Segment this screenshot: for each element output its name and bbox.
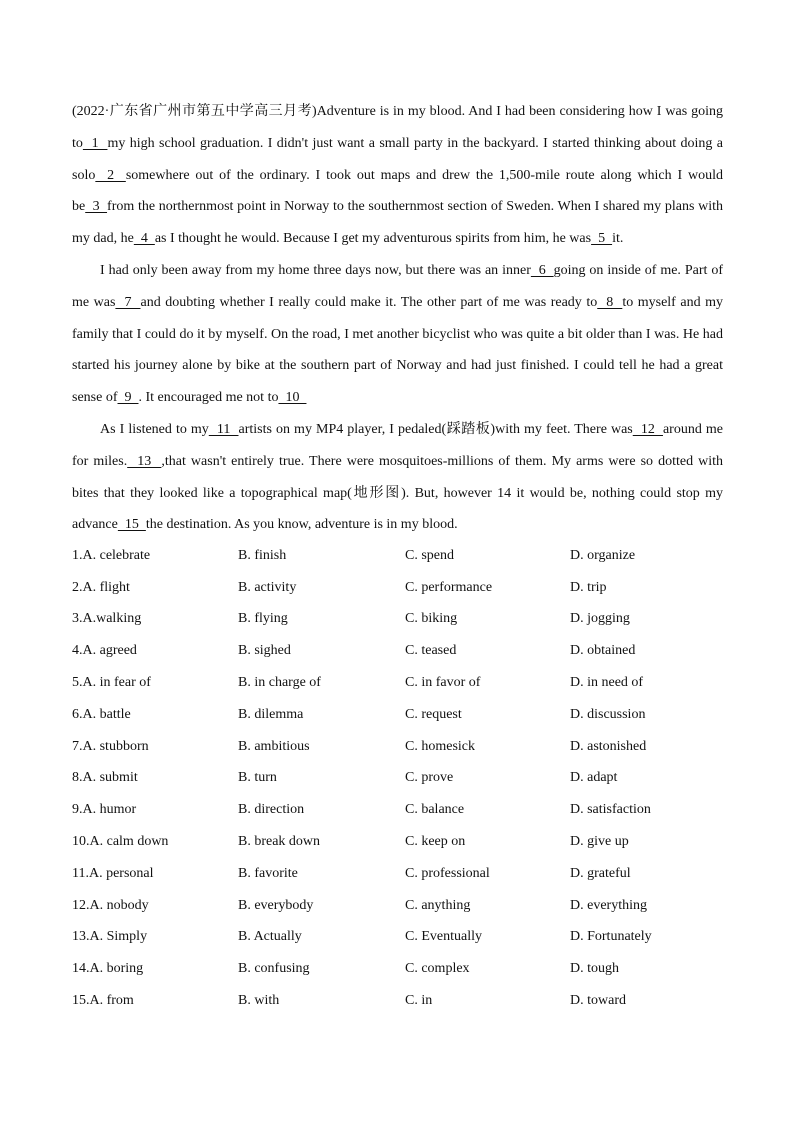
blank-number: 6	[530, 262, 554, 278]
option-b	[238, 993, 405, 1009]
blank-number: 4	[133, 231, 155, 247]
question-number: 6.	[72, 706, 83, 722]
question-row-7	[72, 731, 752, 763]
question-row-15	[72, 985, 752, 1017]
question-number: 2.	[72, 579, 83, 595]
answer-options	[72, 540, 752, 1017]
passage-text: somewhere out of the ordinary. I took out maps and drew the 1,500-mile route along which I would be	[72, 167, 724, 215]
option-text: B. break down	[238, 834, 321, 850]
option-a	[72, 802, 238, 818]
question-row-3	[72, 604, 752, 636]
option-text: B. confusing	[238, 961, 310, 977]
passage-text: as I thought he would. Because I get my adventurous spirits from him, he was	[154, 231, 592, 247]
paragraph-3	[72, 414, 723, 541]
blank-number: 12	[632, 421, 663, 437]
blank-number: 9	[117, 390, 139, 406]
option-a	[72, 611, 238, 627]
option-c	[405, 866, 570, 882]
option-d	[570, 961, 730, 977]
passage-text: and doubting whether I really could make it. The other part of me was ready to	[140, 294, 598, 310]
passage-text: As I listened to my	[100, 421, 209, 437]
option-text: B. Actually	[238, 929, 302, 945]
option-c	[405, 929, 570, 945]
option-d	[570, 866, 730, 882]
option-text: C. keep on	[405, 834, 466, 850]
question-row-9	[72, 794, 752, 826]
blank-number: 10	[278, 390, 307, 406]
option-a	[72, 707, 238, 723]
option-text: C. spend	[405, 547, 454, 563]
option-text: B. activity	[238, 579, 297, 595]
option-text: A. submit	[82, 770, 138, 786]
option-text: B. turn	[238, 770, 277, 786]
option-c	[405, 739, 570, 755]
option-b	[238, 866, 405, 882]
option-a	[72, 929, 238, 945]
option-d	[570, 643, 730, 659]
option-a	[72, 898, 238, 914]
passage-text: the destination. As you know, adventure is in my blood.	[145, 517, 458, 533]
option-b	[238, 898, 405, 914]
option-text: B. favorite	[238, 865, 298, 881]
option-c	[405, 993, 570, 1009]
option-text: A. Simply	[89, 929, 148, 945]
cloze-passage	[72, 96, 723, 541]
option-c	[405, 707, 570, 723]
option-d	[570, 802, 730, 818]
option-text: C. homesick	[405, 738, 475, 754]
option-d	[570, 707, 730, 723]
question-row-6	[72, 699, 752, 731]
passage-text: from the northernmost point in Norway to the southernmost section of Sweden. When I shared my plans with my dad, he	[72, 199, 723, 247]
option-b	[238, 739, 405, 755]
blank-number: 7	[115, 294, 141, 310]
option-text: B. with	[238, 993, 280, 1009]
option-d	[570, 611, 730, 627]
question-row-1	[72, 540, 752, 572]
option-text: C. performance	[405, 579, 493, 595]
option-d	[570, 739, 730, 755]
passage-text: around me for miles.	[72, 421, 724, 469]
option-c	[405, 770, 570, 786]
question-number: 1.	[72, 547, 83, 563]
option-text: C. request	[405, 706, 462, 722]
option-text: D. in need of	[570, 675, 644, 691]
option-text: A. nobody	[89, 897, 149, 913]
option-text: C. in	[405, 993, 433, 1009]
option-text: B. dilemma	[238, 706, 304, 722]
question-row-5	[72, 667, 752, 699]
passage-text: I had only been away from my home three days now, but there was an inner	[100, 262, 531, 278]
question-row-4	[72, 635, 752, 667]
option-a	[72, 675, 238, 691]
passage-text: to myself and my family that I could do it by myself. On the road, I met another bicyclist who was quite a bit older than I was. He had started his journey alone by bike at the southern part of Norway and had just finished. I could tell he had a great sense of	[72, 294, 723, 406]
option-text: D. astonished	[570, 738, 647, 754]
option-text: B. everybody	[238, 897, 314, 913]
option-text: C. complex	[405, 961, 470, 977]
option-text: A. agreed	[82, 643, 137, 659]
question-number: 8.	[72, 770, 83, 786]
question-row-14	[72, 953, 752, 985]
question-row-2	[72, 572, 752, 604]
option-text: A.walking	[82, 611, 142, 627]
option-text: A. flight	[82, 579, 130, 595]
option-c	[405, 611, 570, 627]
option-text: C. prove	[405, 770, 454, 786]
option-c	[405, 961, 570, 977]
option-text: D. grateful	[570, 865, 631, 881]
question-row-8	[72, 763, 752, 795]
option-d	[570, 993, 730, 1009]
question-number: 4.	[72, 643, 83, 659]
option-a	[72, 770, 238, 786]
question-number: 10.	[72, 834, 90, 850]
option-text: B. direction	[238, 802, 305, 818]
option-c	[405, 643, 570, 659]
option-a	[72, 993, 238, 1009]
option-text: D. obtained	[570, 643, 636, 659]
question-number: 13.	[72, 929, 90, 945]
question-number: 3.	[72, 611, 83, 627]
option-b	[238, 675, 405, 691]
paragraph-2	[72, 255, 723, 414]
blank-number: 11	[208, 421, 239, 437]
question-number: 15.	[72, 993, 90, 1009]
option-text: D. adapt	[570, 770, 618, 786]
option-b	[238, 580, 405, 596]
option-b	[238, 611, 405, 627]
option-text: B. sighed	[238, 643, 291, 659]
option-text: B. finish	[238, 547, 287, 563]
question-number: 5.	[72, 675, 83, 691]
option-text: D. give up	[570, 834, 629, 850]
option-text: D. tough	[570, 961, 619, 977]
option-a	[72, 739, 238, 755]
option-d	[570, 770, 730, 786]
question-number: 11.	[72, 865, 89, 881]
option-d	[570, 580, 730, 596]
option-text: A. calm down	[89, 834, 169, 850]
option-text: C. biking	[405, 611, 458, 627]
passage-text: it.	[612, 231, 624, 247]
option-b	[238, 548, 405, 564]
blank-number: 15	[117, 517, 146, 533]
option-c	[405, 834, 570, 850]
option-c	[405, 548, 570, 564]
passage-text: going on inside of me. Part of me was	[72, 262, 724, 310]
option-text: D. jogging	[570, 611, 630, 627]
blank-number: 8	[597, 294, 623, 310]
option-b	[238, 770, 405, 786]
option-text: C. Eventually	[405, 929, 482, 945]
passage-text: ,that wasn't entirely true. There were mosquitoes-millions of them. My arms were so dotted with bites that they looked like a topographical map(地形图). But, however 14 it would be, nothing could stop my advance	[72, 453, 724, 533]
option-text: A. personal	[88, 865, 154, 881]
option-b	[238, 643, 405, 659]
option-text: D. discussion	[570, 706, 646, 722]
passage-text: . It encouraged me not to	[138, 390, 279, 406]
option-b	[238, 802, 405, 818]
option-d	[570, 548, 730, 564]
option-text: D. everything	[570, 897, 647, 913]
option-text: C. professional	[405, 865, 490, 881]
option-a	[72, 548, 238, 564]
passage-text: (2022·广东省广州市第五中学高三月考)Adventure is in my blood. And I had been considering how I was going to	[72, 104, 723, 151]
question-row-11	[72, 858, 752, 890]
blank-number: 13	[127, 453, 162, 469]
blank-number: 2	[95, 167, 126, 183]
option-d	[570, 675, 730, 691]
option-b	[238, 929, 405, 945]
passage-text: my high school graduation. I didn't just want a small party in the backyard. I started thinking about doing a solo	[72, 135, 723, 183]
option-text: C. balance	[405, 802, 465, 818]
option-text: A. celebrate	[82, 547, 151, 563]
blank-number: 5	[591, 231, 613, 247]
option-text: A. stubborn	[82, 738, 149, 754]
option-d	[570, 834, 730, 850]
passage-text: artists on my MP4 player, I pedaled(踩踏板)with my feet. There was	[238, 421, 633, 437]
option-d	[570, 929, 730, 945]
option-a	[72, 961, 238, 977]
option-text: A. battle	[82, 706, 131, 722]
question-row-13	[72, 922, 752, 954]
option-text: D. trip	[570, 579, 607, 595]
option-c	[405, 802, 570, 818]
option-a	[72, 834, 238, 850]
blank-number: 1	[82, 135, 108, 151]
option-text: A. humor	[82, 802, 137, 818]
option-text: A. in fear of	[82, 675, 151, 691]
question-row-12	[72, 890, 752, 922]
option-text: D. satisfaction	[570, 802, 651, 818]
option-b	[238, 961, 405, 977]
option-text: D. organize	[570, 547, 636, 563]
option-text: C. in favor of	[405, 675, 481, 691]
option-a	[72, 643, 238, 659]
option-d	[570, 898, 730, 914]
option-text: A. boring	[89, 961, 144, 977]
option-c	[405, 580, 570, 596]
option-text: B. ambitious	[238, 738, 310, 754]
option-text: D. Fortunately	[570, 929, 652, 945]
blank-number: 3	[85, 199, 108, 215]
question-row-10	[72, 826, 752, 858]
option-text: B. in charge of	[238, 675, 321, 691]
paragraph-1	[72, 96, 723, 255]
question-number: 9.	[72, 802, 83, 818]
option-text: A. from	[89, 993, 134, 1009]
option-text: C. teased	[405, 643, 457, 659]
option-c	[405, 675, 570, 691]
option-text: C. anything	[405, 897, 471, 913]
question-number: 7.	[72, 738, 83, 754]
question-number: 12.	[72, 897, 90, 913]
option-a	[72, 866, 238, 882]
option-text: B. flying	[238, 611, 288, 627]
option-b	[238, 834, 405, 850]
option-text: D. toward	[570, 993, 626, 1009]
option-a	[72, 580, 238, 596]
option-c	[405, 898, 570, 914]
option-b	[238, 707, 405, 723]
question-number: 14.	[72, 961, 90, 977]
